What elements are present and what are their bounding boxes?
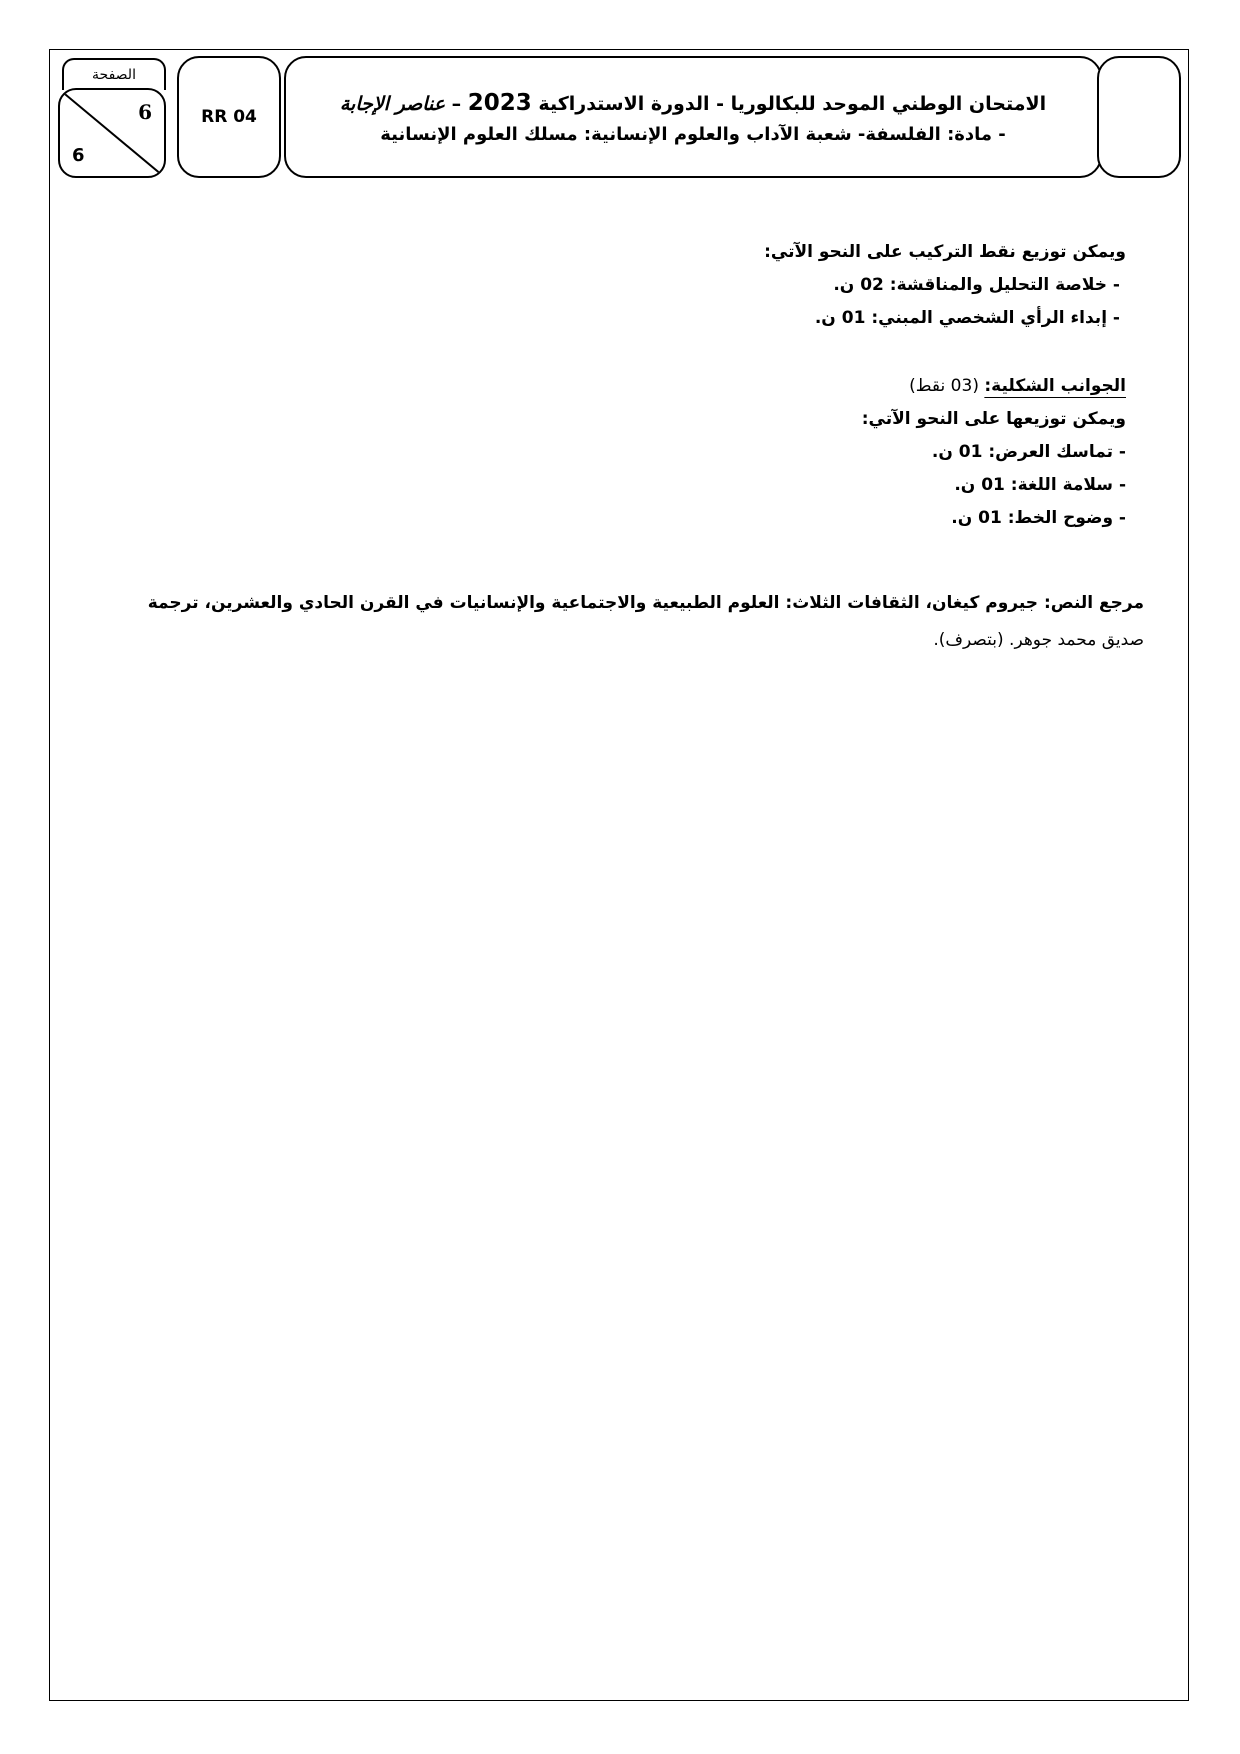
answers-label: عناصر الإجابة bbox=[339, 92, 446, 115]
reference-line: مرجع النص: جيروم كيغان، الثقافات الثلاث: العلوم الطبيعية والاجتماعية والإنسانيات في القرن الحادي والعشرين، ترجمة bbox=[147, 593, 1144, 613]
formal-intro: ويمكن توزيعها على النحو الآتي: bbox=[861, 409, 1126, 429]
formal-heading: الجوانب الشكلية: bbox=[984, 376, 1126, 396]
exam-title bbox=[286, 90, 1100, 116]
exam-title-text: الامتحان الوطني الموحد للبكالوريا - الدورة الاستدراكية bbox=[531, 92, 1047, 115]
formal-item: - سلامة اللغة: 01 ن. bbox=[954, 475, 1126, 495]
header-right-box bbox=[1097, 56, 1181, 178]
synthesis-item: - إبداء الرأي الشخصي المبني: 01 ن. bbox=[814, 308, 1120, 328]
page-number-box bbox=[58, 88, 166, 178]
exam-code: RR 04 bbox=[177, 56, 281, 178]
formal-section bbox=[426, 370, 1126, 535]
page-label: الصفحة bbox=[62, 58, 166, 90]
exam-year: 2023 bbox=[467, 89, 532, 116]
formal-item: - وضوح الخط: 01 ن. bbox=[951, 508, 1126, 528]
page-total: 6 bbox=[72, 145, 85, 166]
exam-subtitle: - مادة: الفلسفة- شعبة الآداب والعلوم الإنسانية: مسلك العلوم الإنسانية bbox=[380, 123, 1006, 145]
exam-title-box bbox=[284, 56, 1102, 178]
synthesis-intro: ويمكن توزيع نقط التركيب على النحو الآتي: bbox=[764, 242, 1126, 262]
title-dash: – bbox=[445, 92, 468, 115]
synthesis-item: - خلاصة التحليل والمناقشة: 02 ن. bbox=[833, 275, 1120, 295]
page-current: 6 bbox=[138, 100, 152, 124]
reference-line: صديق محمد جوهر. (بتصرف). bbox=[933, 630, 1144, 650]
synthesis-section bbox=[426, 236, 1126, 335]
text-reference bbox=[84, 585, 1144, 659]
formal-heading-line bbox=[426, 370, 1126, 403]
formal-item: - تماسك العرض: 01 ن. bbox=[931, 442, 1126, 462]
formal-points: (03 نقط) bbox=[909, 376, 985, 396]
